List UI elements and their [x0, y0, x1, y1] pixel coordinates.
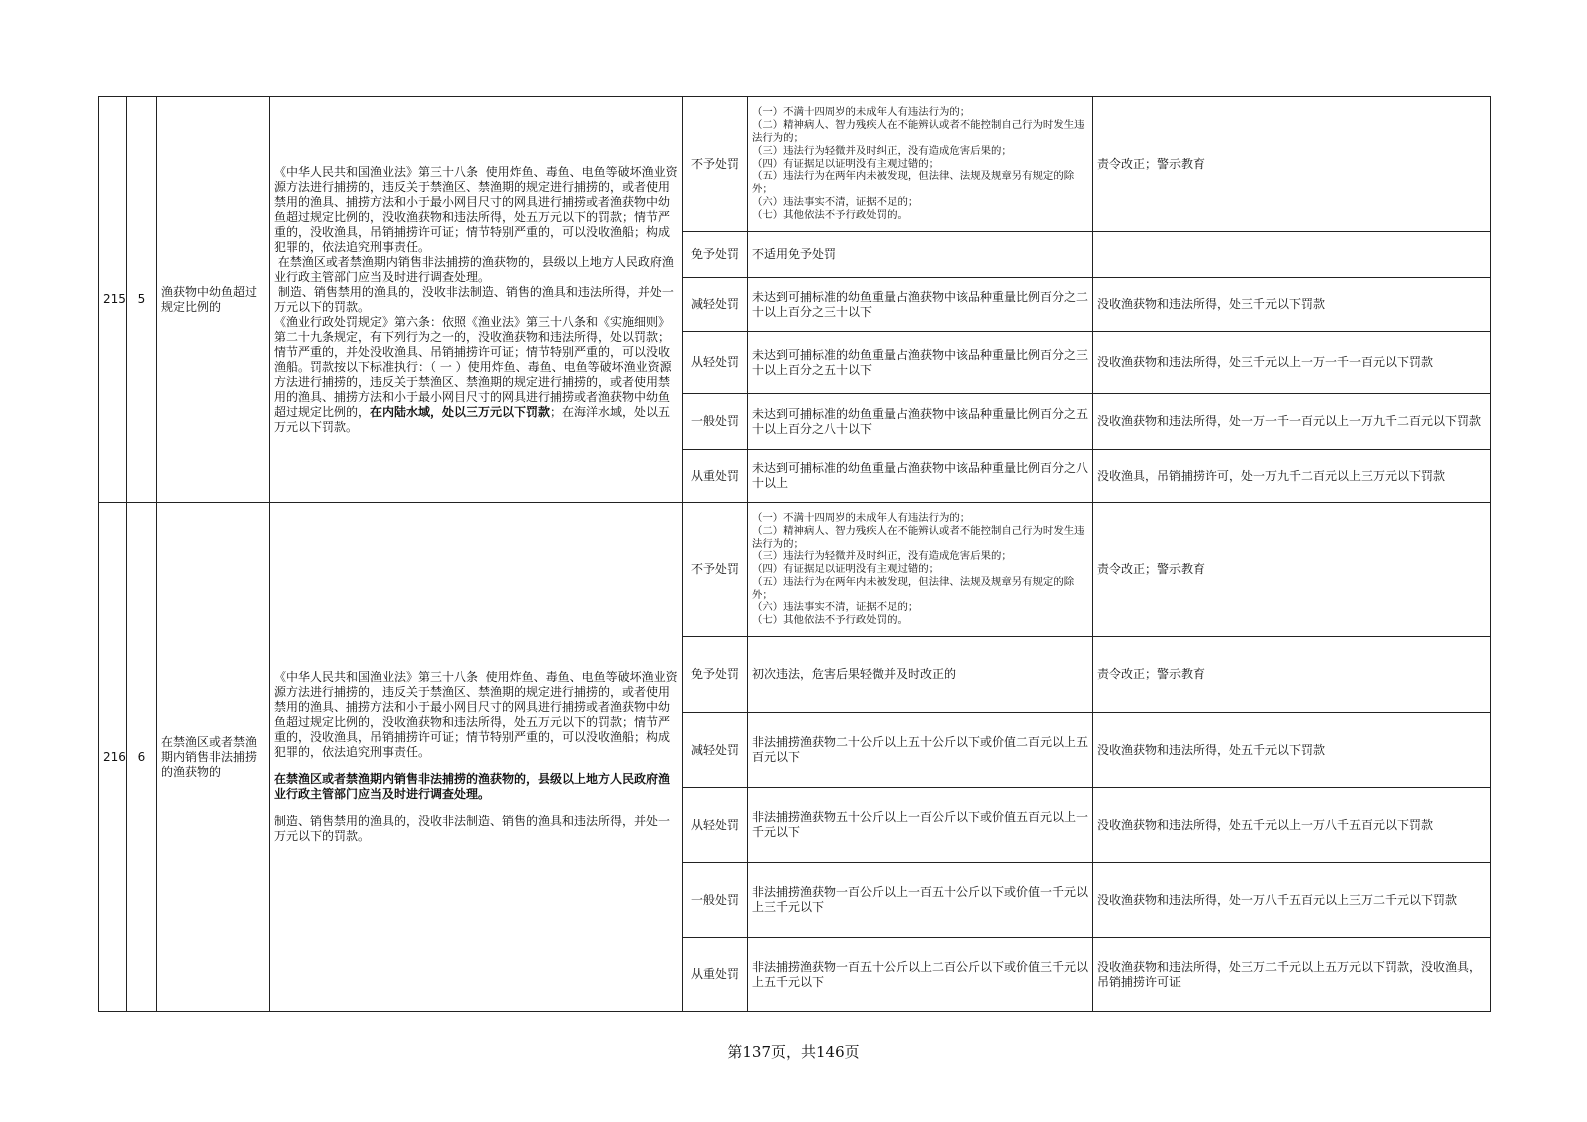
penalty-condition: 未达到可捕标准的幼鱼重量占渔获物中该品种重量比例百分之五十以上百分之八十以下 — [748, 394, 1093, 450]
penalty-condition: 非法捕捞渔获物五十公斤以上一百公斤以下或价值五百元以上一千元以下 — [748, 788, 1093, 863]
basis-text: 《渔业行政处罚规定》第六条：依照《渔业法》第三十八条和《实施细则》第二十九条规定，有下列行为之一的，没收渔获物和违法所得，处以罚款；情节严重的，并处没收渔具、吊销捕捞许可证；情节特别严重的，可以没收渔船。罚款按以下标准执行：（ 一 ）使用炸鱼、毒鱼、电鱼等破坏渔业资源方法进行捕捞的，违反关于禁渔区、禁渔期的规定进行捕捞的，或者使用禁用的渔具、捕捞方法和小于最小网目尺寸的网具进行捕捞或者渔获物中幼鱼超过规定比例的， — [274, 314, 672, 419]
basis-paragraph — [274, 315, 678, 435]
penalty-level: 一般处罚 — [683, 394, 748, 450]
penalty-level: 免予处罚 — [683, 232, 748, 278]
sub-number: 6 — [127, 503, 157, 1012]
penalty-level: 减轻处罚 — [683, 278, 748, 332]
penalty-condition: 非法捕捞渔获物一百五十公斤以上二百公斤以下或价值三千元以上五千元以下 — [748, 938, 1093, 1012]
penalty-level: 不予处罚 — [683, 503, 748, 637]
penalty-level: 一般处罚 — [683, 863, 748, 938]
table-row — [99, 503, 1491, 637]
penalty-table — [98, 96, 1491, 1012]
penalty-condition: 未达到可捕标准的幼鱼重量占渔获物中该品种重量比例百分之二十以上百分之三十以下 — [748, 278, 1093, 332]
basis-paragraph: 《中华人民共和国渔业法》第三十八条 使用炸鱼、毒鱼、电鱼等破坏渔业资源方法进行捕捞的，违反关于禁渔区、禁渔期的规定进行捕捞的，或者使用禁用的渔具、捕捞方法和小于最小网目尺寸的网具进行捕捞或者渔获物中幼鱼超过规定比例的，没收渔获物和违法所得，处五万元以下的罚款；情节严重的，没收渔具，吊销捕捞许可证；情节特别严重的，可以没收渔船；构成犯罪的，依法追究刑事责任。 — [274, 670, 678, 759]
penalty-condition — [748, 503, 1093, 637]
penalty-measure: 没收渔获物和违法所得，处三万二千元以上五万元以下罚款，没收渔具，吊销捕捞许可证 — [1093, 938, 1491, 1012]
penalty-measure: 没收渔获物和违法所得，处五千元以下罚款 — [1093, 713, 1491, 788]
basis-paragraph: 制造、销售禁用的渔具的，没收非法制造、销售的渔具和违法所得，并处一万元以下的罚款。 — [274, 814, 671, 843]
penalty-condition: 不适用免予处罚 — [748, 232, 1093, 278]
penalty-level: 从轻处罚 — [683, 788, 748, 863]
penalty-measure — [1093, 232, 1491, 278]
sub-number: 5 — [127, 97, 157, 503]
penalty-condition: 未达到可捕标准的幼鱼重量占渔获物中该品种重量比例百分之三十以上百分之五十以下 — [748, 332, 1093, 394]
penalty-measure: 没收渔获物和违法所得，处一万八千五百元以上三万二千元以下罚款 — [1093, 863, 1491, 938]
violation-item: 渔获物中幼鱼超过规定比例的 — [157, 97, 270, 503]
condition-text: （一）不满十四周岁的未成年人有违法行为的； （二）精神病人、智力残疾人在不能辨认或者不能控制自己行为时发生违法行为的； （三）违法行为轻微并及时纠正，没有造成危害后果的； （四）有证据足以证明没有主观过错的； （五）违法行为在两年内未被发现，但法律、法规及规章另有规定的除外； （六）违法事实不清，证据不足的； （七）其他依法不予行政处罚的。 — [752, 511, 1085, 627]
basis-text: ；在海洋水域，处以五万元以下罚款。 — [274, 404, 671, 434]
penalty-condition: 初次违法，危害后果轻微并及时改正的 — [748, 637, 1093, 713]
basis-emphasis: 在内陆水域，处以三万元以下罚款 — [370, 404, 551, 419]
penalty-measure: 责令改正；警示教育 — [1093, 97, 1491, 232]
penalty-condition: 未达到可捕标准的幼鱼重量占渔获物中该品种重量比例百分之八十以上 — [748, 450, 1093, 503]
legal-basis — [270, 503, 683, 1012]
penalty-level: 从轻处罚 — [683, 332, 748, 394]
penalty-condition: 非法捕捞渔获物二十公斤以上五十公斤以下或价值二百元以上五百元以下 — [748, 713, 1093, 788]
penalty-measure: 没收渔获物和违法所得，处一万一千一百元以上一万九千二百元以下罚款 — [1093, 394, 1491, 450]
penalty-level: 不予处罚 — [683, 97, 748, 232]
table-row — [99, 97, 1491, 232]
penalty-level: 从重处罚 — [683, 938, 748, 1012]
row-number: 215 — [99, 97, 127, 503]
basis-paragraph-emphasis: 在禁渔区或者禁渔期内销售非法捕捞的渔获物的，县级以上地方人民政府渔业行政主管部门应当及时进行调查处理。 — [274, 772, 671, 801]
penalty-measure: 没收渔获物和违法所得，处三千元以下罚款 — [1093, 278, 1491, 332]
penalty-level: 从重处罚 — [683, 450, 748, 503]
penalty-measure: 责令改正；警示教育 — [1093, 637, 1491, 713]
penalty-measure: 没收渔获物和违法所得，处五千元以上一万八千五百元以下罚款 — [1093, 788, 1491, 863]
row-number: 216 — [99, 503, 127, 1012]
penalty-condition: 非法捕捞渔获物一百公斤以上一百五十公斤以下或价值一千元以上三千元以下 — [748, 863, 1093, 938]
penalty-measure: 责令改正；警示教育 — [1093, 503, 1491, 637]
condition-text: （一）不满十四周岁的未成年人有违法行为的； （二）精神病人、智力残疾人在不能辨认或者不能控制自己行为时发生违法行为的； （三）违法行为轻微并及时纠正，没有造成危害后果的； （四）有证据足以证明没有主观过错的； （五）违法行为在两年内未被发现，但法律、法规及规章另有规定的除外； （六）违法事实不清，证据不足的； （七）其他依法不予行政处罚的。 — [752, 106, 1085, 221]
basis-paragraph: 制造、销售禁用的渔具的，没收非法制造、销售的渔具和违法所得，并处一万元以下的罚款。 — [274, 284, 674, 314]
penalty-measure: 没收渔获物和违法所得，处三千元以上一万一千一百元以下罚款 — [1093, 332, 1491, 394]
basis-paragraph: 在禁渔区或者禁渔期内销售非法捕捞的渔获物的，县级以上地方人民政府渔业行政主管部门应当及时进行调查处理。 — [274, 254, 674, 284]
page-footer: 第137页，共146页 — [727, 1043, 860, 1061]
penalty-level: 减轻处罚 — [683, 713, 748, 788]
penalty-condition — [748, 97, 1093, 232]
legal-basis — [270, 97, 683, 503]
violation-item: 在禁渔区或者禁渔期内销售非法捕捞的渔获物的 — [157, 503, 270, 1012]
penalty-measure: 没收渔具，吊销捕捞许可，处一万九千二百元以上三万元以下罚款 — [1093, 450, 1491, 503]
basis-paragraph: 《中华人民共和国渔业法》第三十八条 使用炸鱼、毒鱼、电鱼等破坏渔业资源方法进行捕捞的，违反关于禁渔区、禁渔期的规定进行捕捞的，或者使用禁用的渔具、捕捞方法和小于最小网目尺寸的网具进行捕捞或者渔获物中幼鱼超过规定比例的，没收渔获物和违法所得，处五万元以下的罚款；情节严重的，没收渔具，吊销捕捞许可证；情节特别严重的，可以没收渔船；构成犯罪的，依法追究刑事责任。 — [274, 164, 678, 254]
penalty-level: 免予处罚 — [683, 637, 748, 713]
